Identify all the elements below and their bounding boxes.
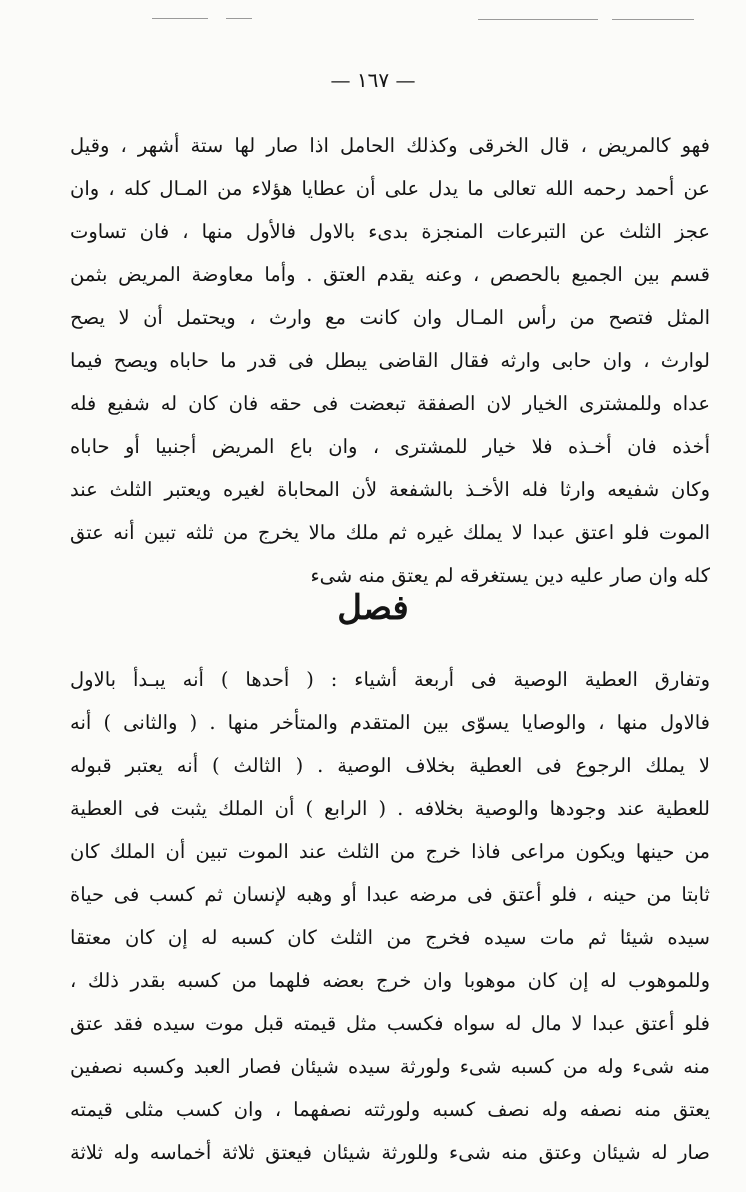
text-line: كله وان صار عليه دين يستغرقه لم يعتق منه شىء	[310, 564, 710, 587]
text-line: لوارث ، وان حابى وارثه فقال القاضى يبطل فى قدر ما حاباه ويصح فيما	[70, 349, 710, 372]
text-line: وتفارق العطية الوصية فى أربعة أشياء : ( أحدها ) أنه يبـدأ بالاول	[70, 668, 710, 691]
text-line: المثل فتصح من رأس المـال وان كانت مع وارث ، ويحتمل أن لا يصح	[70, 306, 710, 329]
text-line: منه شىء وله من كسبه شىء ولورثة سيده شيئان فصار العبد وكسبه نصفين	[70, 1055, 710, 1078]
paragraph-1	[70, 124, 710, 597]
text-line: للعطية عند وجودها والوصية بخلافه . ( الرابع ) أن الملك يثبت فى العطية	[70, 797, 710, 820]
section-heading: فصل	[337, 588, 409, 628]
text-line: صار له شيئان وعتق منه شىء وللورثة شيئان فيعتق ثلاثة أخماسه وله ثلاثة	[70, 1141, 710, 1164]
text-line: فالاول منها ، والوصايا يسوّى بين المتقدم والمتأخر منها . ( والثانى ) أنه	[70, 711, 710, 734]
text-line: وكان شفيعه وارثا فله الأخـذ بالشفعة لأن المحاباة لغيره ويعتبر الثلث عند	[70, 478, 710, 501]
text-line: وللموهوب له إن كان موهوبا وان خرج بعضه فلهما من كسبه بقدر ذلك ،	[70, 969, 710, 992]
text-line: عن أحمد رحمه الله تعالى ما يدل على أن عطايا هؤلاء من المـال كله ، وان	[70, 177, 710, 200]
text-line: عداه وللمشترى الخيار لان الصفقة تبعضت فى حقه فان كان له شفيع فله	[70, 392, 710, 415]
text-line: الموت فلو اعتق عبدا لا يملك غيره ثم ملك مالا يخرج من ثلثه تبين أنه عتق	[70, 521, 710, 544]
text-line: عجز الثلث عن التبرعات المنجزة بدىء بالاول فالأول منها ، فان تساوت	[70, 220, 710, 243]
text-line: سيده شيئا ثم مات سيده فخرج من الثلث كان كسبه له إن كان معتقا	[70, 926, 710, 949]
scan-edge-marks	[0, 14, 746, 24]
scan-mark	[612, 19, 694, 20]
text-line: ثابتا من حينه ، فلو أعتق فى مرضه عبدا أو وهبه لإنسان ثم كسب فى حياة	[70, 883, 710, 906]
scan-mark	[226, 18, 252, 19]
text-line: فهو كالمريض ، قال الخرقى وكذلك الحامل اذا صار لها ستة أشهر ، وقيل	[70, 134, 710, 157]
text-line: لا يملك الرجوع فى العطية بخلاف الوصية . ( الثالث ) أنه يعتبر قبوله	[70, 754, 710, 777]
scan-mark	[152, 18, 208, 19]
text-line: من حينها ويكون مراعى فاذا خرج من الثلث عند الموت تبين أن الملك كان	[70, 840, 710, 863]
scan-mark	[478, 19, 598, 20]
page-number: — ١٦٧ —	[330, 68, 416, 92]
text-line: فلو أعتق عبدا لا مال له سواه فكسب مثل قيمته قبل موت سيده فقد عتق	[70, 1012, 710, 1035]
text-line: أخذه فان أخـذه فلا خيار للمشترى ، وان باع المريض أجنبيا أو حاباه	[70, 435, 710, 458]
text-line: يعتق منه نصفه وله نصف كسبه ولورثته نصفهما ، وان كسب مثلى قيمته	[70, 1098, 710, 1121]
text-line: قسم بين الجميع بالحصص ، وعنه يقدم العتق . وأما معاوضة المريض بثمن	[70, 263, 710, 286]
paragraph-2	[70, 658, 710, 1174]
